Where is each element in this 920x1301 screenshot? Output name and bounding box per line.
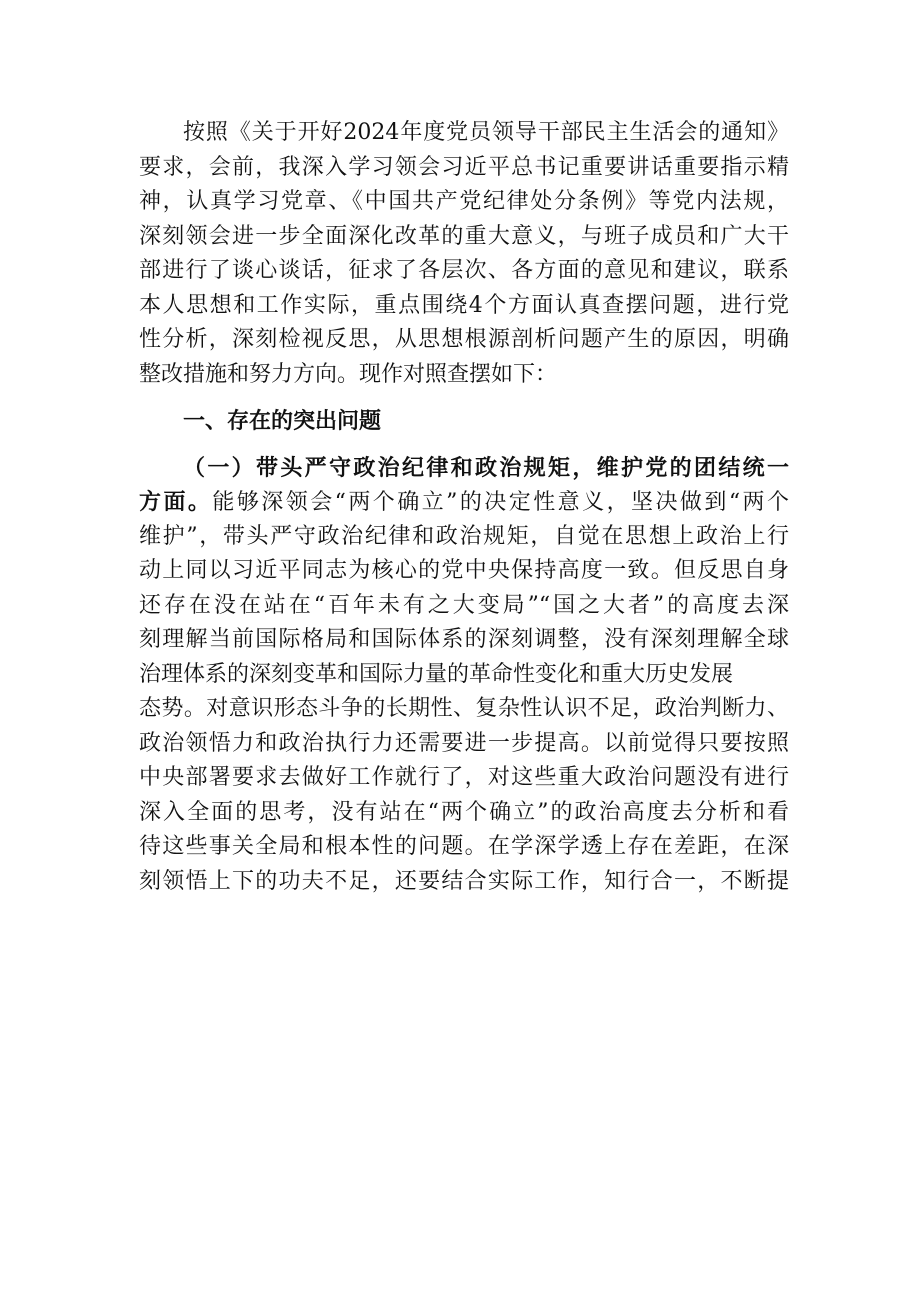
intro-line-5: 部进行了谈心谈话，征求了各层次、各方面的意见和建议，联系 [139, 258, 789, 283]
subsection-title-line-1: （一）带头严守政治纪律和政治规矩，维护党的团结统一 [183, 454, 789, 481]
intro-line-2: 要求，会前，我深入学习领会习近平总书记重要讲话重要指示精 [139, 154, 789, 180]
body-line-5: 治理体系的深刻变革和国际力量的革命性变化和重大历史发展 [139, 661, 734, 687]
subsection-title-line-2: 方面。 [139, 489, 213, 515]
subsection-line-2 [139, 485, 789, 520]
body-line-8: 中央部署要求去做好工作就行了，对这些重大政治问题没有进行 [139, 765, 789, 790]
intro-line-4: 深刻领会进一步全面深化改革的重大意义，与班子成员和广大干 [139, 223, 789, 249]
intro-line-3: 神，认真学习党章、《中国共产党纪律处分条例》等党内法规， [139, 189, 789, 214]
body-line-4: 刻理解当前国际格局和国际体系的深刻调整，没有深刻理解全球 [139, 627, 789, 652]
intro-line-6: 本人思想和工作实际，重点围绕4个方面认真查摆问题，进行党 [139, 292, 789, 318]
section-heading: 一、存在的突出问题 [183, 408, 382, 434]
body-line-1: 维护”，带头严守政治纪律和政治规矩，自觉在思想上政治上行 [139, 523, 789, 549]
intro-line-7: 性分析，深刻检视反思，从思想根源剖析问题产生的原因，明确 [139, 327, 789, 352]
intro-line-1: 按照《关于开好2024年度党员领导干部民主生活会的通知》 [183, 120, 789, 145]
body-line-2: 动上同以习近平同志为核心的党中央保持高度一致。但反思自身 [139, 558, 789, 583]
body-line-10: 待这些事关全局和根本性的问题。在学深学透上存在差距，在深 [139, 834, 789, 859]
body-line-9: 深入全面的思考，没有站在“两个确立”的政治高度去分析和看 [139, 799, 789, 825]
document-body [139, 116, 789, 899]
subsection-line-2-text: 能够深领会“两个确立”的决定性意义，坚决做到“两个 [212, 490, 789, 515]
body-line-7: 政治领悟力和政治执行力还需要进一步提高。以前觉得只要按照 [139, 730, 789, 756]
body-line-3: 还存在没在站在“百年未有之大变局”“国之大者”的高度去深 [139, 592, 789, 618]
body-line-11: 刻领悟上下的功夫不足，还要结合实际工作，知行合一，不断提 [139, 868, 789, 894]
body-line-6: 态势。对意识形态斗争的长期性、复杂性认识不足，政治判断力、 [139, 696, 789, 721]
intro-line-8: 整改措施和努力方向。现作对照查摆如下： [139, 361, 558, 387]
